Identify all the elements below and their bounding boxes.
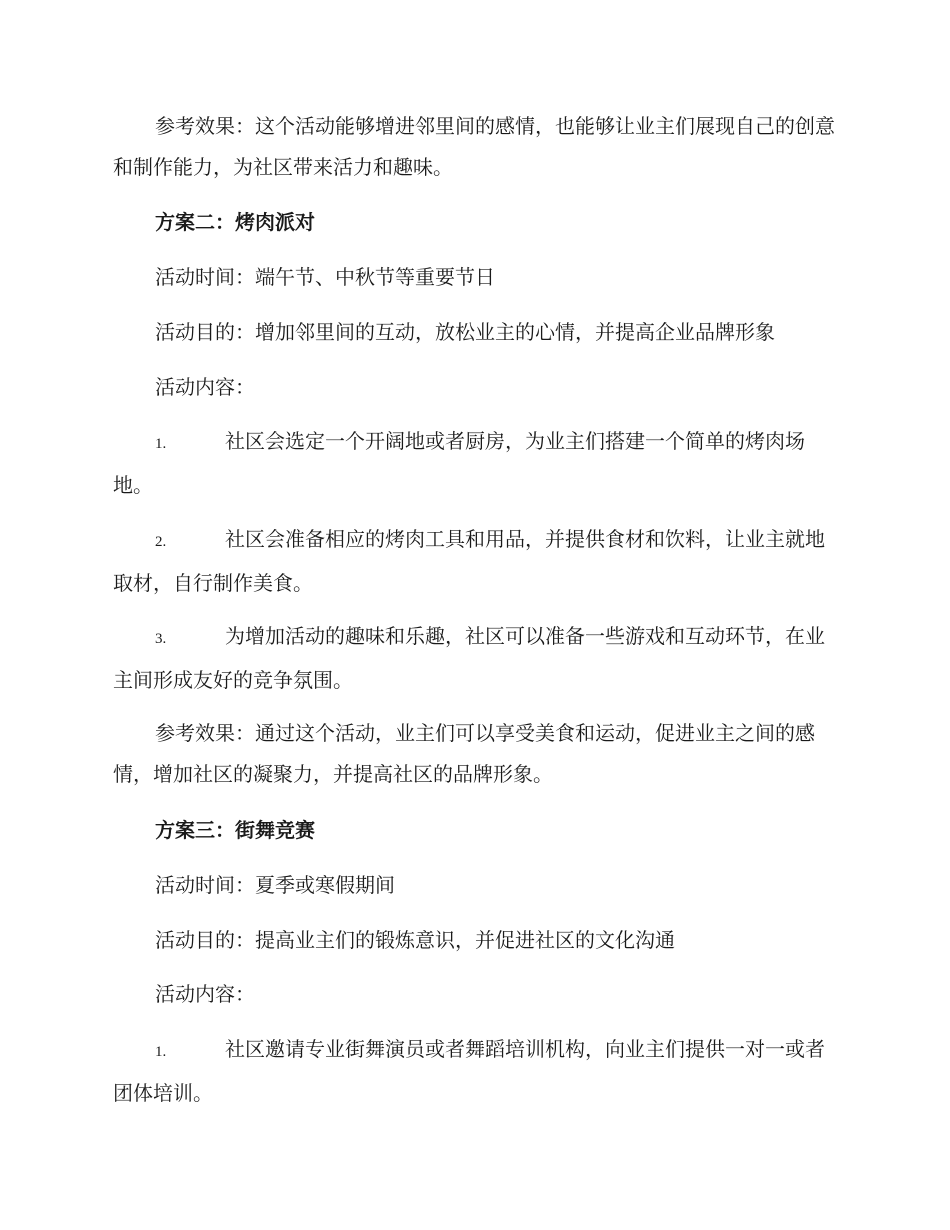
list-number: 2. [155, 534, 167, 550]
section-heading-plan-3: 方案三：街舞竞赛 [155, 818, 315, 842]
effect-paragraph-2: 参考效果：通过这个活动，业主们可以享受美食和运动，促进业主之间的感情，增加社区的凝聚力，并提高社区的品牌形象。 [113, 721, 815, 786]
list-item-text: 社区会选定一个开阔地或者厨房，为业主们搭建一个简单的烤肉场地。 [113, 429, 805, 497]
list-item [113, 1029, 835, 1114]
list-item [113, 616, 835, 701]
list-number: 3. [155, 631, 167, 647]
activity-content-label-2: 活动内容： [155, 982, 255, 1006]
activity-goal-paragraph-1: 活动目的：增加邻里间的互动，放松业主的心情，并提高企业品牌形象 [155, 320, 775, 344]
activity-goal-paragraph-2: 活动目的：提高业主们的锻炼意识，并促进社区的文化沟通 [155, 928, 675, 952]
list-item-text: 社区邀请专业街舞演员或者舞蹈培训机构，向业主们提供一对一或者团体培训。 [113, 1037, 825, 1105]
list-item [113, 519, 835, 604]
activity-time-paragraph-1: 活动时间：端午节、中秋节等重要节日 [155, 265, 495, 289]
activity-content-label-1: 活动内容： [155, 375, 255, 399]
list-number: 1. [155, 436, 167, 452]
section-heading-plan-2: 方案二：烤肉派对 [155, 210, 315, 234]
list-item-text: 为增加活动的趣味和乐趣，社区可以准备一些游戏和互动环节，在业主间形成友好的竞争氛围。 [113, 624, 825, 692]
list-item [113, 421, 835, 506]
effect-paragraph-1: 参考效果：这个活动能够增进邻里间的感情，也能够让业主们展现自己的创意和制作能力，为社区带来活力和趣味。 [113, 114, 835, 179]
activity-time-paragraph-2: 活动时间：夏季或寒假期间 [155, 873, 395, 897]
list-number: 1. [155, 1044, 167, 1060]
list-item-text: 社区会准备相应的烤肉工具和用品，并提供食材和饮料，让业主就地取材，自行制作美食。 [113, 527, 825, 595]
